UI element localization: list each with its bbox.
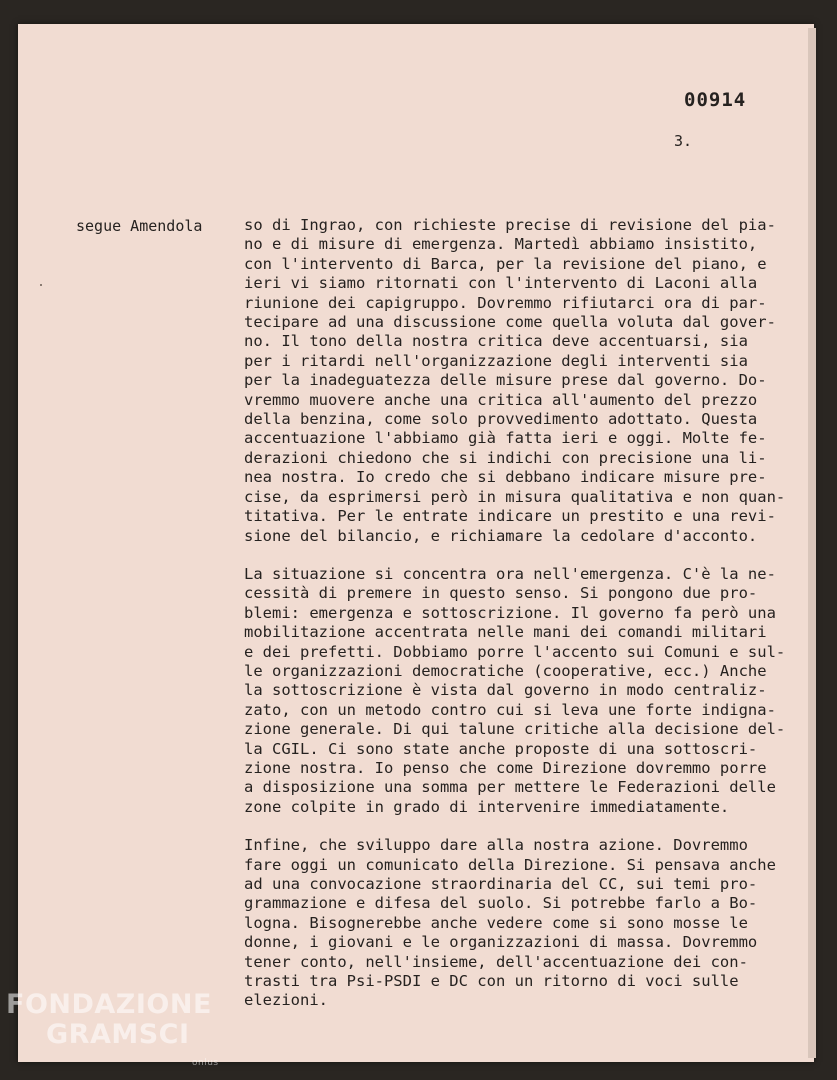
watermark-line-2: GRAMSCI <box>46 1019 190 1050</box>
fondazione-gramsci-watermark <box>6 989 219 1068</box>
watermark-line-1: FONDAZIONE <box>6 989 212 1020</box>
text-line: accentuazione l'abbiamo già fatta ieri e oggi. Molte fe- <box>244 429 767 448</box>
text-line: le organizzazioni democratiche (cooperative, ecc.) Anche <box>244 661 767 680</box>
text-line: sione del bilancio, e richiamare la cedolare d'acconto. <box>244 526 758 545</box>
page-number: 3. <box>674 132 693 150</box>
text-line: ad una convocazione straordinaria del CC, sui temi pro- <box>244 875 758 893</box>
text-line: La situazione si concentra ora nell'emergenza. C'è la ne- <box>244 564 776 583</box>
text-line: grammazione e difesa del suolo. Si potrebbe farlo a Bo- <box>244 894 758 913</box>
text-line: cessità di premere in questo senso. Si pongono due pro- <box>244 584 758 603</box>
text-line: zione nostra. Io penso che come Direzione dovremmo porre <box>244 758 767 777</box>
text-line: vremmo muovere anche una critica all'aumento del prezzo <box>244 390 758 409</box>
text-line: logna. Bisognerebbe anche vedere come si sono mosse le <box>244 913 748 932</box>
paragraph-3 <box>244 836 804 1011</box>
text-line: Infine, che sviluppo dare alla nostra azione. Dovremmo <box>244 836 748 855</box>
text-line: la CGIL. Ci sono state anche proposte di una sottoscri- <box>244 739 758 758</box>
text-line: per la inadeguatezza delle misure prese dal governo. Do- <box>244 371 767 390</box>
text-line: ieri vi siamo ritornati con l'intervento di Laconi alla <box>244 274 758 293</box>
document-number: 00914 <box>684 89 747 111</box>
text-line: con l'intervento di Barca, per la revisione del piano, e <box>244 254 767 273</box>
text-line: a disposizione una somma per mettere le Federazioni delle <box>244 778 776 797</box>
paper-speck <box>40 284 42 286</box>
text-line: zone colpite in grado di intervenire immediatamente. <box>244 797 730 816</box>
text-line: la sottoscrizione è vista dal governo in modo centraliz- <box>244 681 767 700</box>
text-line: cise, da esprimersi però in misura qualitativa e non quan- <box>244 487 786 506</box>
watermark-sub: onlus <box>192 1058 219 1068</box>
text-line: nea nostra. Io credo che si debbano indicare misure pre- <box>244 468 767 487</box>
text-line: per i ritardi nell'organizzazione degli interventi sia <box>244 351 748 370</box>
text-line: e dei prefetti. Dobbiamo porre l'accento sui Comuni e sul- <box>244 642 786 661</box>
text-line: no. Il tono della nostra critica deve accentuarsi, sia <box>244 332 748 351</box>
text-line: titativa. Per le entrate indicare un prestito e una revi- <box>244 507 776 526</box>
page-edge <box>808 28 816 1058</box>
speaker-label: segue Amendola <box>76 217 203 235</box>
body-text <box>244 216 804 1030</box>
text-line: elezioni. <box>244 991 328 1010</box>
text-line: donne, i giovani e le organizzazioni di massa. Dovremmo <box>244 933 758 952</box>
paragraph-1 <box>244 216 804 546</box>
paragraph-2 <box>244 565 804 817</box>
text-line: della benzina, come solo provvedimento adottato. Questa <box>244 410 758 429</box>
text-line: riunione dei capigruppo. Dovremmo rifiutarci ora di par- <box>244 293 767 312</box>
text-line: tecipare ad una discussione come quella voluta dal gover- <box>244 313 776 332</box>
text-line: so di Ingrao, con richieste precise di revisione del pia- <box>244 216 776 234</box>
text-line: mobilitazione accentrata nelle mani dei comandi militari <box>244 623 767 642</box>
text-line: blemi: emergenza e sottoscrizione. Il governo fa però una <box>244 603 776 622</box>
text-line: derazioni chiedono che si indichi con precisione una li- <box>244 448 767 467</box>
text-line: zione generale. Di qui talune critiche alla decisione del- <box>244 720 786 739</box>
text-line: tener conto, nell'insieme, dell'accentuazione dei con- <box>244 952 748 971</box>
text-line: no e di misure di emergenza. Martedì abbiamo insistito, <box>244 235 758 254</box>
text-line: trasti tra Psi-PSDI e DC con un ritorno di voci sulle <box>244 972 739 991</box>
text-line: fare oggi un comunicato della Direzione. Si pensava anche <box>244 855 776 874</box>
text-line: zato, con un metodo contro cui si leva une forte indigna- <box>244 700 776 719</box>
